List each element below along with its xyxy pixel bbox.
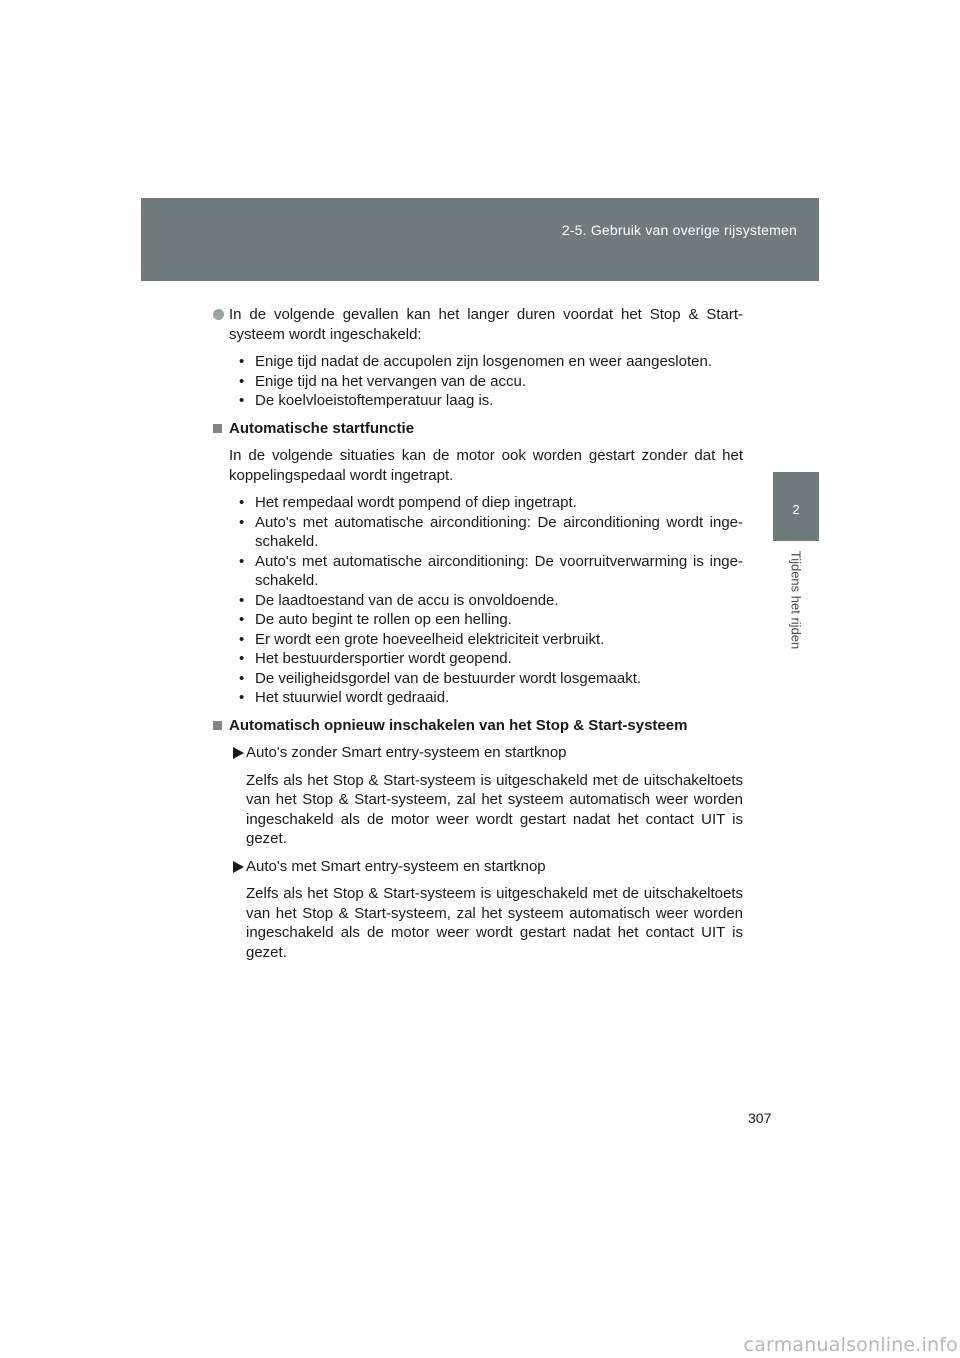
bullet-icon: • (239, 353, 245, 370)
intro-list (229, 352, 743, 411)
intro-note (213, 305, 743, 344)
list-item: • Er wordt een grote hoeveelheid elektriciteit verbruikt. (239, 630, 605, 648)
list-item: • Het bestuurdersportier wordt geopend. (239, 650, 512, 667)
bullet-icon: • (239, 392, 245, 409)
chapter-tab (773, 472, 819, 541)
page-number: 307 (748, 1110, 772, 1126)
variant-label-met-smart-entry: Auto's met Smart entry-systeem en startknop (233, 857, 743, 877)
intro-text: In de volgende gevallen kan het langer duren voordat het Stop & Start-systeem wordt ingeschakeld: (229, 306, 743, 343)
list-item: • Het rempedaal wordt pompend of diep ingetrapt. (239, 494, 577, 511)
list-item: • De koelvloeistoftemperatuur laag is. (239, 392, 494, 409)
list-item: • De laadtoestand van de accu is onvoldoende. (239, 591, 559, 609)
list-item: • Enige tijd na het vervangen van de accu. (239, 372, 527, 390)
section-heading-startfunctie: Automatische startfunctie (213, 419, 743, 439)
list-item: • Het stuurwiel wordt gedraaid. (239, 689, 450, 706)
list-item: • Auto's met automatische airconditioning: De airconditioning wordt inge-schakeld. (239, 513, 743, 550)
header-band (141, 198, 819, 281)
bullet-icon: • (239, 513, 245, 531)
page-content (213, 305, 743, 970)
chapter-number: 2 (792, 502, 800, 517)
watermark: carmanualsonline.info (743, 1334, 958, 1356)
section-title: 2-5. Gebruik van overige rijsystemen (561, 222, 797, 238)
section-text: In de volgende situaties kan de motor ook worden gestart zonder dat het koppelingspedaal wordt ingetrapt. (229, 447, 743, 484)
circle-bullet-icon (213, 309, 224, 320)
square-bullet-icon (213, 721, 222, 730)
bullet-icon: • (239, 611, 245, 628)
list-item: • Enige tijd nadat de accupolen zijn losgenomen en weer aangesloten. (239, 353, 712, 370)
list-item: • Auto's met automatische airconditioning: De voorruitverwarming is inge-schakeld. (239, 552, 743, 589)
variant-label-zonder-smart-entry: Auto's zonder Smart entry-systeem en startknop (233, 743, 743, 763)
bullet-icon: • (239, 650, 245, 667)
bullet-icon: • (239, 689, 245, 706)
variant-text-met-smart-entry: Zelfs als het Stop & Start-systeem is uitgeschakeld met de uitschakeltoets van het Stop & Start-systeem, zal het systeem automatisch weer worden ingeschakeld als de motor weer wordt gestart nadat het contact UIT is gezet. (246, 885, 743, 961)
bullet-icon: • (239, 669, 245, 687)
bullet-icon: • (239, 494, 245, 511)
list-item: • De veiligheidsgordel van de bestuurder wordt losgemaakt. (239, 669, 642, 687)
arrow-right-icon (233, 861, 244, 873)
square-bullet-icon (213, 424, 222, 433)
list-item: • De auto begint te rollen op een helling. (239, 611, 512, 628)
section-heading-opnieuw-inschakelen: Automatisch opnieuw inschakelen van het Stop & Start-systeem (213, 716, 743, 736)
chapter-label: Tijdens het rijden (788, 550, 804, 650)
variant-text-zonder-smart-entry: Zelfs als het Stop & Start-systeem is uitgeschakeld met de uitschakeltoets van het Stop & Start-systeem, zal het systeem automatisch weer worden ingeschakeld als de motor weer wordt gestart nadat het contact UIT is gezet. (246, 771, 743, 847)
bullet-icon: • (239, 372, 245, 390)
bullet-icon: • (239, 552, 245, 570)
bullet-icon: • (239, 591, 245, 609)
startfunctie-list (229, 493, 743, 708)
bullet-icon: • (239, 630, 245, 648)
arrow-right-icon (233, 747, 244, 759)
